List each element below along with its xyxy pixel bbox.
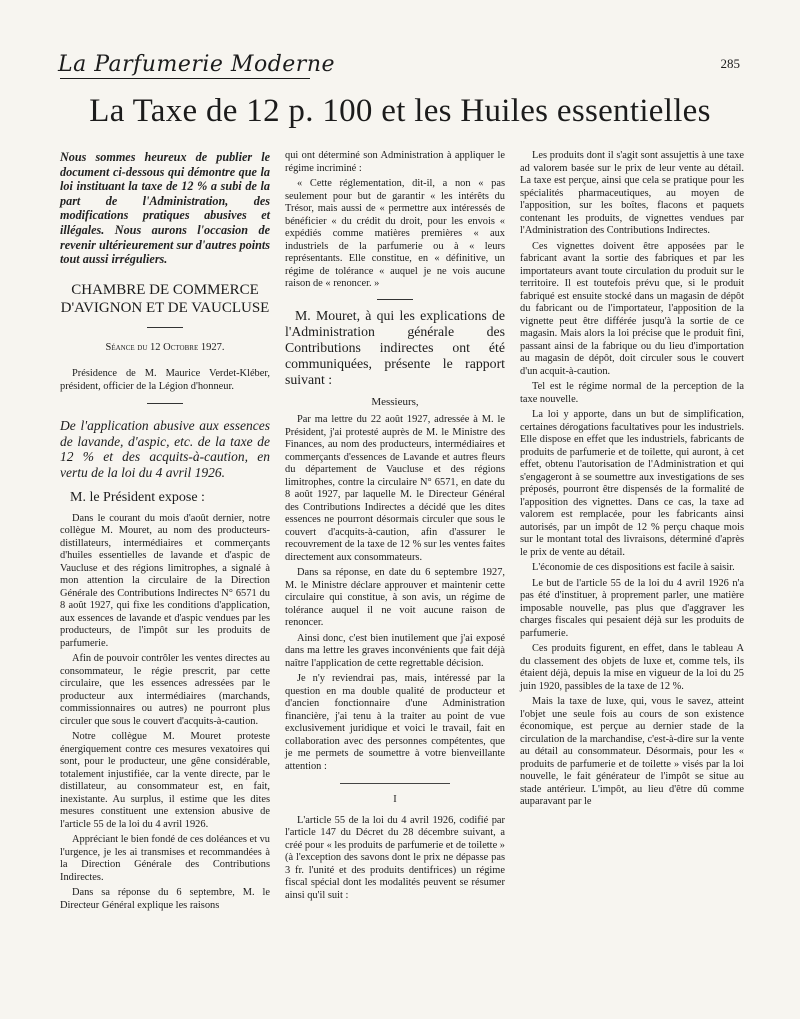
page-header	[58, 52, 740, 82]
divider	[377, 299, 413, 300]
paragraph: Mais la taxe de luxe, qui, vous le savez, atteint l'objet une seule fois au cours de son existence économique, est perçue au dernier stade de la circulation de la marchandise, c'est-à-dire sur la vente au détail au consommateur. Désormais, pour les « produits de parfumerie et de toilette » visés par la loi nouvelle, le fait générateur de l'impôt se situe au stade antérieur. L'impôt, au lieu d'être dû comme auparavant par le	[520, 696, 744, 807]
article-title: La Taxe de 12 p. 100 et les Huiles essentielles	[89, 93, 711, 129]
journal-underline	[60, 78, 310, 79]
editor-intro: Nous sommes heureux de publier le document ci-dessous qui démontre que la loi instituant la taxe de 12 % a subi de la part de l'Administration, des modifications pratiques abusives et illégales. Nous aurons l'occasion de revenir ultérieurement sur d'autres points tout aussi irréguliers.	[60, 150, 270, 267]
divider	[147, 403, 183, 404]
divider	[147, 327, 183, 328]
section-numeral: I	[393, 794, 397, 805]
paragraph: Ces vignettes doivent être apposées par le fabricant avant la sortie des fabriques et par les importateurs avant toute circulation du produit sur le territoire. Il est toutefois prévu que, si le produit fabriqué est ensuite stocké dans un magasin de dépôt du fabricant ou de l'importateur, l'apposition de la vignette peut être différée jusqu'à la sortie de ce magasin. Mais alors la loi précise que le produit fini, passant ainsi de la fabrique ou du lieu d'importation au magasin de dépôt, doit circuler sous le couvert d'un acquit-à-caution.	[520, 240, 744, 377]
paragraph: qui ont déterminé son Administration à appliquer le régime incriminé :	[285, 150, 505, 174]
column-2	[285, 150, 505, 905]
speaker-heading: M. Mouret, à qui les explications de l'Administration générale des Contributions indirectes ont été communiquées, présente le rapport suivant :	[285, 307, 505, 387]
paragraph: Les produits dont il s'agit sont assujettis à une taxe ad valorem basée sur le prix de leur vente au détail. La taxe est perçue, ainsi que cela se pratique pour les spécialités pharmaceutiques, au moyen de l'apposition, sur les boîtes, flacons et paquets contenant les produits, de vignettes vendues par l'Administration des Contributions Indirectes.	[520, 150, 744, 236]
paragraph: Dans le courant du mois d'août dernier, notre collègue M. Mouret, au nom des producteurs-distillateurs, intermédiaires et commerçants d'huiles essentielles de lavande et d'aspic de Vaucluse et des régions limitrophes, a signalé à mon attention la circulaire de la Direction Générale des Contributions Indirectes N° 6571 du 8 août 1927, qui fixe les conditions d'application, aux essences de lavande et d'aspic vendues par les producteurs, de l'impôt sur les produits de parfumerie.	[60, 512, 270, 649]
paragraph: La loi y apporte, dans un but de simplification, certaines dérogations facultatives pour les industriels. Elle dispose en effet que les industriels, fabricants de produits de parfumerie et de toilette, qui auront, à cet effet, obtenu l'autorisation de l'Administration et qui s'engageront à se soumettre aux investigations de ses préposés, pourront être dispensés de la formalité de l'apposition des vignettes. Dans ce cas, la taxe ad valorem est remplacée, pour les fabricants ainsi autorisés, par un impôt de 12 % perçu chaque mois sur le montant total des livraisons, déterminé d'après le prix de vente au détail.	[520, 409, 744, 558]
paragraph: Par ma lettre du 22 août 1927, adressée à M. le Président, j'ai protesté auprès de M. le Ministre des Finances, au nom des producteurs, intermédiaires et commerçants d'essences de Lavande et autres fleurs du département de Vaucluse et des régions limitrophes, contre la circulaire N° 6571, en date du 8 août 1927, par laquelle M. le Directeur Général des Contributions Indirectes a décidé que les dites essences ne pourront désormais circuler que sous le couvert d'acquits-à-caution, afin d'assurer le recouvrement de la taxe de 12 % sur les ventes faites directement aux consommateurs.	[285, 414, 505, 563]
speaker-heading: M. le Président expose :	[70, 490, 205, 506]
column-1	[60, 150, 270, 915]
paragraph: Tel est le régime normal de la perception de la taxe nouvelle.	[520, 381, 744, 405]
paragraph: Je n'y reviendrai pas, mais, intéressé par la question en ma double qualité de producteur et d'ancien fonctionnaire d'une Administration financière, j'ai tenu à la traiter au point de vue exclusivement juridique et voici le travail, fait en collaboration avec des personnes compétentes, que je me permets de soumettre à votre bienveillante attention :	[285, 673, 505, 772]
paragraph: L'économie de ces dispositions est facile à saisir.	[532, 562, 735, 573]
paragraph: Ainsi donc, c'est bien inutilement que j'ai exposé dans ma lettre les graves inconvénients que fait déjà naître l'application de cette regrettable décision.	[285, 632, 505, 669]
paragraph: L'article 55 de la loi du 4 avril 1926, codifié par l'article 147 du Décret du 28 décembre suivant, a créé pour « les produits de parfumerie et de toilette » (à l'exception des savons dont le prix ne dépasse pas 3 fr. l'unité et des produits dentifrices) un régime fiscal spécial dont les modalités peuvent se résumer ainsi qu'il suit :	[285, 814, 505, 901]
section-title: De l'application abusive aux essences de lavande, d'aspic, etc. de la taxe de 12 % et des acquits-à-caution, en vertu de la loi du 4 avril 1926.	[60, 418, 270, 480]
session-date: Séance du 12 Octobre 1927.	[105, 341, 225, 353]
paragraph: Appréciant le bien fondé de ces doléances et vu l'urgence, je les ai transmises et recommandées à la Direction Générale des Contributions Indirectes.	[60, 834, 270, 883]
column-3	[520, 150, 744, 812]
paragraph: Dans sa réponse du 6 septembre, M. le Directeur Général explique les raisons	[60, 887, 270, 911]
paragraph: Ces produits figurent, en effet, dans le tableau A du classement des objets de luxe et, comme tels, ils étaient déjà, depuis la mise en vigueur de la loi du 25 juin 1920, passibles de la taxe de 12 %.	[520, 643, 744, 692]
journal-title: La Parfumerie Moderne	[58, 52, 336, 77]
divider	[340, 783, 450, 784]
organization-heading: CHAMBRE DE COMMERCE D'AVIGNON ET DE VAUCLUSE	[60, 281, 270, 316]
paragraph: Le but de l'article 55 de la loi du 4 avril 1926 n'a pas été d'instituer, à proprement parler, une matière imposable nouvelle, pas plus que d'aggraver les charges fiscales qui pesaient déjà sur les produits de parfumerie.	[520, 577, 744, 639]
page-number: 285	[720, 56, 740, 71]
salutation: Messieurs,	[371, 395, 419, 408]
presidency-note: Présidence de M. Maurice Verdet-Kléber, président, officier de la Légion d'honneur.	[60, 368, 270, 392]
paragraph: Notre collègue M. Mouret proteste énergiquement contre ces mesures vexatoires qui sont, pour le producteur, une gêne considérable, totalement injustifiée, car la vente directe, par le distillateur, au consommateur est, en fait, inexistante. Au surplus, il estime que les dites mesures constituent une extension abusive de l'article 55 de la loi du 4 avril 1926.	[60, 731, 270, 830]
paragraph: Afin de pouvoir contrôler les ventes directes au consommateur, le régie prescrit, par cette circulaire, que les essences adressées par le producteur aux intermédiaires (marchands, commissionnaires ou autres) ne pourront plus circuler que sous le couvert d'acquits-à-caution.	[60, 653, 270, 727]
paragraph: Dans sa réponse, en date du 6 septembre 1927, M. le Ministre déclare approuver et maintenir cette circulaire qui constitue, à son avis, un régime de tolérance auquel il ne voit aucune raison de renoncer.	[285, 567, 505, 628]
quotation: « Cette réglementation, dit-il, a non « pas seulement pour but de garantir « les intérêts du Trésor, mais aussi de « permettre aux intéressés de bénéficier « du crédit du droit, pour les envois « expédiés comme matières premières « aux industriels de la parfumerie ou à « leurs représentants. Elle constitue, en « définitive, un régime de tolérance « auquel je ne vois aucune raison de « renoncer. »	[285, 178, 505, 289]
